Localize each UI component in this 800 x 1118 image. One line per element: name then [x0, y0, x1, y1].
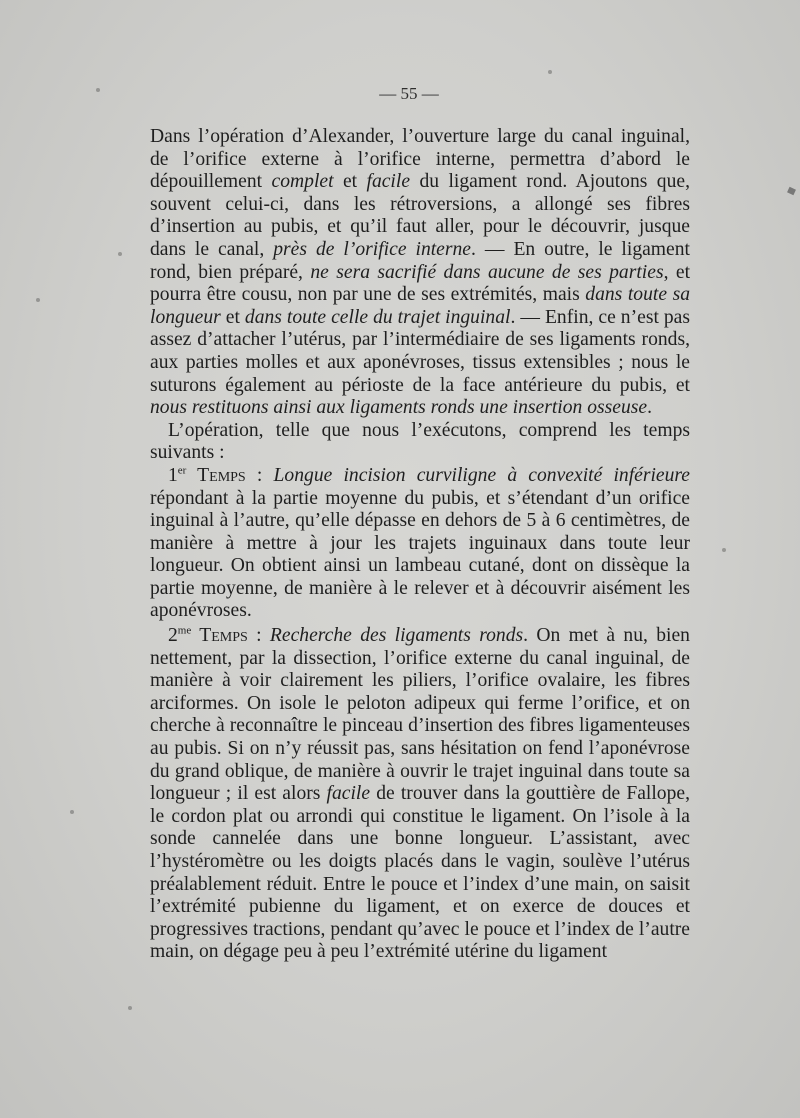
text-run: .	[647, 397, 653, 419]
text-run: . On met à nu, bien nettement, par la dissection, l’orifice externe du canal inguinal, de manière à voir clairement les piliers, l’orifice ovalaire, les fibres arciformes. On isole le peloton adipeux qui ferme l’orifice, et on cherche à reconnaître le pinceau d’insertion des fibres ligamenteuses au pubis. Si on n’y réussit pas, sans hésitation on fend l’aponévrose du grand oblique, de manière à ouvrir le trajet inguinal dans toute sa longueur ; il est alors	[150, 625, 690, 805]
italic-text: Recherche des ligaments ronds	[269, 625, 524, 647]
paragraph-temps-2	[150, 625, 690, 964]
text-run: :	[247, 625, 270, 647]
scan-speck	[722, 548, 726, 552]
text-run: Dans l’opération d’Alexander, l’ouverture large du canal inguinal, de l’orifice externe à l’orifice interne, permettra d’abord le dépouillement	[150, 126, 690, 193]
text-run: 2	[168, 625, 178, 647]
text-run: répondant à la partie moyenne du pubis, et s’étendant d’un orifice inguinal à l’autre, qu’elle dépasse en dehors de 5 à 6 centimètres, de manière à mettre à jour les trajets inguinaux dans toute leur longueur. On obtient ainsi un lambeau cutané, dont on dissèque la partie moyenne, de manière à le relever et à découvrir aisément les aponévroses.	[150, 487, 690, 622]
italic-text: dans toute celle du trajet inguinal	[244, 306, 511, 328]
small-caps-text: Temps	[186, 464, 246, 486]
scan-speck	[70, 810, 74, 814]
text-run: :	[245, 464, 274, 486]
italic-text: près de l’orifice interne	[273, 238, 471, 260]
scan-speck	[128, 1006, 132, 1010]
body-text	[150, 126, 690, 964]
italic-text: ne sera sacrifié dans aucune de ses parties	[310, 261, 664, 283]
scan-speck	[96, 88, 100, 92]
italic-text: facile	[326, 783, 371, 805]
italic-text: nous restituons ainsi aux ligaments ronds une insertion osseuse	[150, 397, 648, 419]
page-number: — 55 —	[379, 84, 439, 103]
text-run: du ligament rond. Ajoutons que, souvent celui-ci, dans les rétroversions, a allongé ses fibres d’insertion au pubis, et qu’il faut aller, pour le découvrir, jusque dans le canal,	[150, 171, 690, 260]
small-caps-text: Temps	[191, 625, 248, 647]
text-run: de trouver dans la gouttière de Fallope, le cordon plat ou arrondi qui constitue le ligament. On l’isole à la sonde cannelée dans une bonne longueur. L’assistant, avec l’hystéromètre ou les doigts placés dans le vagin, soulève l’utérus préalablement réduit. Entre le pouce et l’index d’une main, on saisit l’extrémité pubienne du ligament, et on exerce de douces et progressives tractions, pendant qu’avec le pouce et l’index de l’autre main, on dégage peu à peu l’extrémité utérine du ligament	[150, 783, 690, 963]
text-run: et	[333, 171, 367, 193]
text-run: 1	[168, 464, 178, 486]
scan-speck	[36, 298, 40, 302]
italic-text: dans toute sa longueur	[150, 284, 690, 328]
text-run: . — Enfin, ce n’est pas assez d’attacher l’utérus, par l’intermédiaire de ses ligaments ronds, aux parties molles et aux aponévroses, tissus extensibles ; nous le suturons également au périoste de la face antérieure du pubis, et	[150, 306, 691, 396]
scan-speck	[118, 252, 122, 256]
text-run: L’opération, telle que nous l’exécutons, comprend les temps suivants :	[150, 419, 690, 464]
scan-mark	[787, 187, 796, 195]
paragraph-operation	[150, 420, 690, 465]
paragraph-temps-1	[150, 465, 690, 623]
italic-text: complet	[271, 171, 334, 193]
text-run: , et pourra être cousu, non par une de ses extrémités, mais	[150, 261, 691, 306]
scan-speck	[548, 70, 552, 74]
ordinal-superscript: me	[177, 624, 192, 637]
text-run: et	[220, 306, 245, 328]
italic-text: Longue incision curviligne à convexité inférieure	[273, 464, 690, 486]
ordinal-superscript: er	[177, 464, 187, 477]
text-run: . — En outre, le ligament rond, bien préparé,	[150, 238, 690, 283]
paragraph-intro	[150, 126, 690, 420]
italic-text: facile	[366, 171, 411, 193]
